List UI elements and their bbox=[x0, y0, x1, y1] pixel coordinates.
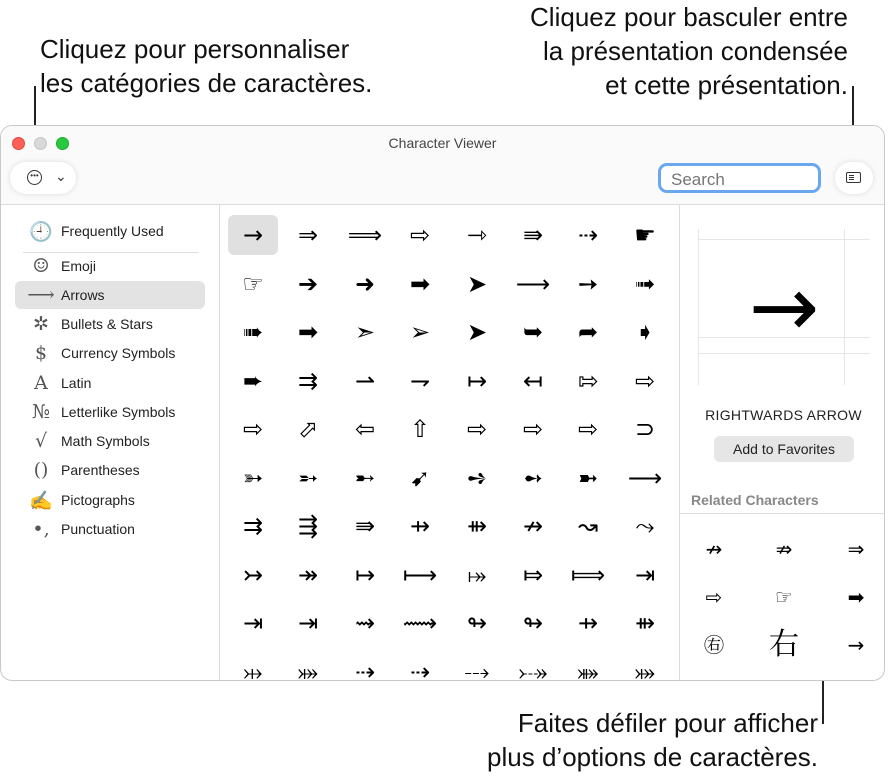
character-cell[interactable]: ⇻ bbox=[634, 609, 656, 637]
related-character[interactable]: ⇒ bbox=[847, 537, 865, 561]
character-cell[interactable]: ⟶ bbox=[627, 463, 663, 492]
character-cell[interactable]: ↦ bbox=[466, 366, 488, 395]
search-input[interactable] bbox=[669, 169, 813, 191]
category-icon: $ bbox=[34, 342, 48, 364]
sidebar-item-label: Arrows bbox=[61, 287, 105, 303]
add-to-favorites-button[interactable]: Add to Favorites bbox=[714, 436, 854, 462]
character-cell[interactable]: ⇻ bbox=[466, 512, 488, 540]
character-cell[interactable]: ➥ bbox=[522, 318, 544, 346]
character-cell[interactable]: ➢ bbox=[409, 318, 431, 346]
character-cell[interactable]: ⇨ bbox=[634, 366, 656, 395]
character-cell[interactable]: ➤ bbox=[466, 269, 488, 298]
character-cell[interactable]: ⇸ bbox=[577, 609, 599, 637]
character-cell[interactable]: ➹ bbox=[409, 463, 431, 492]
character-cell[interactable]: ⇨ bbox=[577, 415, 599, 443]
character-cell[interactable]: ➜ bbox=[354, 269, 376, 298]
character-cell[interactable]: ➡ bbox=[409, 269, 431, 298]
category-icon: () bbox=[33, 459, 49, 481]
character-cell[interactable]: ↬ bbox=[466, 609, 488, 637]
related-character[interactable]: ↛ bbox=[705, 537, 723, 561]
category-icon: ✍ bbox=[29, 490, 53, 512]
character-cell[interactable]: ⇉ bbox=[242, 512, 264, 540]
sidebar-item-label: Pictographs bbox=[61, 492, 135, 508]
chevron-down-icon: ⌄ bbox=[55, 168, 67, 184]
character-cell[interactable]: ⟶ bbox=[515, 269, 551, 298]
sidebar-item-label: Latin bbox=[61, 375, 92, 391]
character-cell[interactable]: ⇾ bbox=[466, 221, 488, 249]
condensed-view-icon bbox=[846, 172, 861, 183]
callout-scroll-more: Faites défiler pour afficher plus d’options de caractères. bbox=[487, 708, 818, 772]
sidebar-item-label: Punctuation bbox=[61, 521, 135, 537]
character-cell[interactable]: ⇸ bbox=[409, 512, 431, 540]
character-cell[interactable]: ⇢ bbox=[409, 657, 431, 681]
sidebar-item-pictographs[interactable] bbox=[15, 486, 205, 514]
character-cell[interactable]: ⇨ bbox=[466, 415, 488, 443]
character-cell[interactable]: ↣ bbox=[242, 560, 264, 589]
category-icon: ☺ bbox=[32, 255, 50, 277]
sidebar-item-label: Frequently Used bbox=[61, 223, 164, 239]
character-cell[interactable]: ☛ bbox=[634, 221, 656, 249]
related-character[interactable]: ☞ bbox=[775, 585, 793, 609]
sidebar-item-parentheses[interactable] bbox=[15, 456, 205, 484]
sidebar-item-frequently-used[interactable] bbox=[15, 217, 205, 245]
character-cell[interactable]: ⇥ bbox=[634, 560, 656, 589]
related-separator bbox=[680, 513, 885, 514]
character-cell[interactable]: ↦ bbox=[354, 560, 376, 589]
character-cell[interactable]: ⇥ bbox=[297, 609, 319, 637]
character-cell[interactable]: ➺ bbox=[466, 463, 488, 492]
sidebar-item-label: Currency Symbols bbox=[61, 345, 176, 361]
toolbar bbox=[1, 126, 884, 205]
character-cell[interactable]: ⇨ bbox=[409, 221, 431, 249]
character-cell[interactable]: ➡ bbox=[297, 318, 319, 346]
character-viewer-window bbox=[0, 125, 885, 681]
character-cell[interactable]: ➧ bbox=[634, 318, 656, 346]
sidebar-item-label: Bullets & Stars bbox=[61, 316, 153, 332]
character-cell[interactable]: ⤳ bbox=[635, 512, 655, 540]
character-cell[interactable]: ⇛ bbox=[354, 512, 376, 540]
character-grid bbox=[220, 205, 678, 681]
character-preview bbox=[698, 229, 870, 385]
category-icon: √ bbox=[34, 430, 48, 452]
character-cell[interactable]: ↬ bbox=[522, 609, 544, 637]
related-character[interactable]: ㊨ bbox=[704, 633, 724, 657]
sidebar-item-letterlike-symbols[interactable] bbox=[15, 398, 205, 426]
window-title: Character Viewer bbox=[388, 135, 497, 151]
character-cell[interactable]: → bbox=[228, 215, 278, 255]
sidebar-item-bullets-stars[interactable] bbox=[15, 310, 205, 338]
character-cell[interactable]: ⤐ bbox=[518, 657, 548, 681]
character-cell[interactable]: ⇶ bbox=[297, 512, 319, 540]
preview-glyph: → bbox=[748, 258, 820, 356]
character-cell[interactable]: ⤅ bbox=[467, 560, 487, 589]
sidebar-item-label: Letterlike Symbols bbox=[61, 404, 176, 420]
character-cell[interactable]: ⇢ bbox=[354, 657, 376, 681]
character-name: RIGHTWARDS ARROW bbox=[705, 407, 862, 423]
character-cell[interactable]: ⟼ bbox=[402, 560, 438, 589]
sidebar-item-emoji[interactable] bbox=[15, 252, 205, 280]
character-cell[interactable]: ⇦ bbox=[354, 415, 376, 443]
character-cell[interactable]: ↛ bbox=[522, 512, 544, 540]
sidebar-item-label: Math Symbols bbox=[61, 433, 150, 449]
related-character[interactable]: ⇏ bbox=[775, 537, 793, 561]
search-field[interactable] bbox=[658, 163, 821, 193]
callout-customize-categories: Cliquez pour personnaliser les catégories de caractères. bbox=[40, 34, 373, 98]
character-cell[interactable]: ⊃ bbox=[634, 415, 656, 443]
character-cell[interactable]: ⤇ bbox=[522, 560, 544, 589]
category-icon: ⟶ bbox=[27, 284, 55, 306]
character-cell[interactable]: ⤗ bbox=[634, 657, 656, 681]
sidebar-item-label: Parentheses bbox=[61, 462, 140, 478]
related-character[interactable]: ➡ bbox=[847, 585, 865, 609]
callout-toggle-view: Cliquez pour basculer entre la présentation condensée et cette présentation. bbox=[530, 2, 848, 100]
character-cell[interactable]: ☞ bbox=[242, 269, 264, 298]
character-cell[interactable]: ⬀ bbox=[297, 415, 319, 443]
related-character[interactable]: 右 bbox=[769, 627, 799, 662]
character-cell[interactable]: ↝ bbox=[577, 512, 599, 540]
ellipsis-circle-icon: ••• bbox=[27, 170, 42, 185]
character-cell[interactable]: ⟿ bbox=[402, 609, 438, 637]
character-cell[interactable]: ⟹ bbox=[347, 221, 383, 249]
character-detail-panel bbox=[679, 205, 885, 681]
character-cell[interactable]: ➸ bbox=[354, 463, 376, 492]
character-cell[interactable]: ↠ bbox=[297, 560, 319, 589]
character-cell[interactable]: ➟ bbox=[634, 269, 656, 298]
toggle-view-button[interactable] bbox=[835, 162, 873, 194]
sidebar-item-currency-symbols[interactable] bbox=[15, 339, 205, 367]
character-cell[interactable]: ⇒ bbox=[297, 221, 319, 249]
character-cell[interactable]: ➠ bbox=[242, 318, 264, 346]
character-cell[interactable]: ⤘ bbox=[577, 657, 599, 681]
customize-categories-button[interactable] bbox=[10, 162, 76, 194]
character-cell[interactable]: ⤔ bbox=[243, 657, 263, 681]
related-character[interactable]: ⇨ bbox=[705, 585, 723, 609]
sidebar-item-latin[interactable] bbox=[15, 369, 205, 397]
character-cell[interactable]: ⤗ bbox=[297, 657, 319, 681]
character-cell[interactable]: ➵ bbox=[297, 463, 319, 492]
character-cell[interactable]: ⇝ bbox=[354, 609, 376, 637]
category-icon: •, bbox=[32, 518, 50, 540]
sidebar-item-arrows[interactable] bbox=[15, 281, 205, 309]
character-cell[interactable]: ⤏ bbox=[464, 657, 490, 681]
sidebar-item-punctuation[interactable] bbox=[15, 515, 205, 543]
character-cell[interactable]: ➻ bbox=[522, 463, 544, 492]
character-cell[interactable]: ⇰ bbox=[577, 366, 599, 395]
category-icon: ✲ bbox=[33, 313, 49, 335]
character-cell[interactable]: ↤ bbox=[522, 366, 544, 395]
character-cell[interactable]: ⇀ bbox=[354, 366, 376, 395]
character-cell[interactable]: ⟾ bbox=[570, 560, 606, 589]
character-cell[interactable]: ➙ bbox=[577, 269, 599, 298]
character-cell[interactable]: ➤ bbox=[466, 318, 488, 346]
sidebar-item-math-symbols[interactable] bbox=[15, 427, 205, 455]
character-cell[interactable]: ⇢ bbox=[577, 221, 599, 249]
character-cell[interactable]: ➦ bbox=[577, 318, 599, 346]
sidebar-item-label: Emoji bbox=[61, 258, 97, 274]
character-cell[interactable]: ⇁ bbox=[409, 366, 431, 395]
character-cell[interactable]: ⇥ bbox=[242, 609, 264, 637]
character-cell[interactable]: ⇨ bbox=[242, 415, 264, 443]
category-icon: 🕘 bbox=[29, 221, 53, 243]
character-cell[interactable]: ⇨ bbox=[522, 415, 544, 443]
character-cell[interactable]: ➳ bbox=[242, 463, 264, 492]
character-cell[interactable]: ⇛ bbox=[522, 221, 544, 249]
character-cell[interactable]: ➨ bbox=[242, 366, 264, 395]
character-cell[interactable]: ⇉ bbox=[297, 366, 319, 395]
character-cell[interactable]: ⇧ bbox=[409, 415, 431, 443]
related-characters-heading: Related Characters bbox=[691, 492, 819, 508]
related-character[interactable]: → bbox=[847, 633, 865, 657]
category-icon: A bbox=[34, 372, 48, 394]
category-icon: № bbox=[32, 401, 50, 423]
category-sidebar bbox=[1, 205, 220, 681]
character-cell[interactable]: ➣ bbox=[354, 318, 376, 346]
character-cell[interactable]: ➔ bbox=[297, 269, 319, 298]
character-cell[interactable]: ➼ bbox=[577, 463, 599, 492]
